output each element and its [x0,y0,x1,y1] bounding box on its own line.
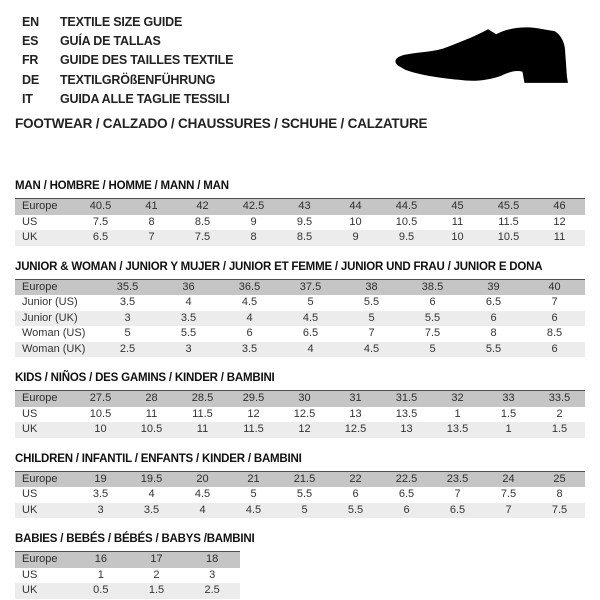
row-label: US [22,215,38,228]
size-value: 6.5 [485,296,502,309]
size-value: 11 [196,423,209,436]
size-value: 7 [148,231,155,244]
size-value: 13 [349,407,362,420]
size-value: 37.5 [299,280,322,293]
size-value: 3.5 [119,296,136,309]
language-title: TEXTILGRÖßENFÜHRUNG [60,72,216,87]
size-value: 13.5 [395,407,418,420]
size-value: 10 [451,231,464,244]
row-label: US [22,568,38,581]
size-value: 29.5 [242,392,265,405]
size-value: 6 [352,488,359,501]
row-label: Europe [22,392,58,405]
size-value: 6 [429,296,436,309]
size-value: 6 [490,311,497,324]
size-value: 3 [124,311,131,324]
size-value: 33 [502,392,515,405]
size-table-title: BABIES / BEBÉS / BÉBÉS / BABYS /BAMBINI [15,533,255,546]
language-code: ES [22,34,39,49]
size-value: 44 [349,200,362,213]
language-title: GUÍA DE TALLAS [60,34,161,49]
size-value: 5.5 [424,311,441,324]
size-value: 40.5 [89,200,112,213]
size-value: 3.5 [92,488,109,501]
language-code: EN [22,15,39,29]
size-table [15,198,585,246]
size-value: 3 [209,568,216,581]
size-value: 12 [553,215,566,228]
size-value: 18 [206,553,219,566]
row-label: UK [22,423,38,436]
size-value: 28 [145,392,158,405]
size-value: 4.5 [363,342,380,355]
size-value: 1 [97,568,104,581]
table-row [15,422,585,438]
size-value: 8 [148,215,155,228]
row-label: Europe [22,200,58,213]
size-value: 12 [298,423,311,436]
size-value: 5 [250,488,257,501]
size-value: 6 [551,311,558,324]
category-line: FOOTWEAR / CALZADO / CHAUSSURES / SCHUHE / CALZATURE [15,116,428,132]
row-label: UK [22,503,38,516]
language-title: GUIDA ALLE TAGLIE TESSILI [60,91,230,106]
size-value: 1 [505,423,512,436]
size-value: 3.5 [180,311,197,324]
size-table-section [15,532,585,599]
size-value: 44.5 [395,200,418,213]
row-label: UK [22,584,38,597]
size-value: 13 [400,423,413,436]
size-value: 5.5 [296,488,313,501]
size-value: 2.5 [204,584,220,597]
row-label: Europe [22,280,58,293]
table-row [15,552,240,568]
size-table-title: MAN / HOMBRE / HOMME / MANN / MAN [15,180,229,193]
size-value: 11.5 [192,407,213,420]
size-value: 4.5 [194,488,211,501]
size-value: 1 [454,407,461,420]
size-value: 21.5 [293,472,316,485]
table-row [15,230,585,246]
size-value: 39 [487,280,500,293]
size-value: 33.5 [548,392,571,405]
size-value: 7.5 [424,327,441,340]
size-value: 32 [451,392,464,405]
size-value: 10.5 [395,215,418,228]
row-label: UK [22,231,38,244]
language-code: DE [22,72,39,87]
size-value: 1.5 [551,423,568,436]
size-value: 9.5 [296,215,313,228]
size-table [15,279,585,358]
size-value: 5 [368,311,375,324]
size-value: 3.5 [143,503,160,516]
size-value: 12 [247,407,260,420]
size-value: 31 [349,392,362,405]
size-value: 16 [94,553,107,566]
table-row [15,279,585,295]
size-value: 19.5 [140,472,163,485]
size-value: 7 [505,503,512,516]
size-value: 45.5 [497,200,520,213]
size-value: 4.5 [245,503,262,516]
size-value: 3 [185,342,192,355]
size-value: 11 [553,231,566,244]
size-value: 24 [502,472,515,485]
language-code: FR [22,53,39,68]
size-value: 6.5 [398,488,415,501]
table-row [15,407,585,423]
size-value: 4 [199,503,206,516]
size-value: 42 [196,200,209,213]
size-value: 9 [352,231,359,244]
size-value: 7 [551,296,558,309]
size-table-section [15,371,585,438]
size-value: 6 [246,327,253,340]
size-value: 10.5 [140,423,163,436]
size-value: 43 [298,200,311,213]
size-value: 6.5 [92,231,109,244]
size-value: 11.5 [498,215,519,228]
size-value: 42.5 [242,200,265,213]
size-value: 35.5 [116,280,139,293]
size-value: 2 [556,407,563,420]
size-value: 6 [551,342,558,355]
row-label: Junior (UK) [22,311,78,324]
size-value: 4.5 [302,311,319,324]
size-value: 38.5 [421,280,444,293]
size-value: 8.5 [546,327,563,340]
table-row [15,342,585,358]
size-value: 28.5 [191,392,214,405]
row-label: Europe [22,553,58,566]
size-value: 17 [150,553,163,566]
size-value: 5 [307,296,314,309]
size-value: 30 [298,392,311,405]
size-value: 7.5 [500,488,517,501]
table-row [15,487,585,503]
size-value: 38 [365,280,378,293]
size-value: 23.5 [446,472,469,485]
table-row [15,583,240,599]
size-table-title: KIDS / NIÑOS / DES GAMINS / KINDER / BAMBINI [15,372,275,385]
size-value: 12.5 [293,407,316,420]
size-tables [15,179,585,599]
size-value: 5.5 [180,327,197,340]
size-value: 4.5 [241,296,258,309]
size-value: 27.5 [89,392,112,405]
size-value: 8.5 [296,231,313,244]
size-value: 2 [153,568,160,581]
size-value: 4 [307,342,314,355]
language-title: GUIDE DES TAILLES TEXTILE [60,53,234,68]
size-value: 1.5 [500,407,517,420]
size-value: 12.5 [344,423,367,436]
size-value: 20 [196,472,209,485]
size-value: 11 [145,407,158,420]
size-value: 7.5 [194,231,211,244]
size-value: 4 [246,311,253,324]
row-label: Junior (US) [22,296,78,309]
size-value: 3 [97,503,104,516]
size-value: 8.5 [194,215,211,228]
table-row [15,311,585,327]
size-value: 9 [250,215,257,228]
table-row [15,391,585,407]
size-value: 5 [124,327,131,340]
size-value: 10 [349,215,362,228]
size-table [15,551,240,599]
size-value: 7.5 [551,503,568,516]
size-value: 11 [451,215,464,228]
size-value: 2.5 [119,342,136,355]
table-row [15,568,240,584]
size-value: 36.5 [238,280,261,293]
table-row [15,295,585,311]
size-value: 22 [349,472,362,485]
row-label: Europe [22,472,58,485]
size-value: 36 [182,280,195,293]
size-value: 25 [553,472,566,485]
language-code: IT [22,91,33,106]
size-value: 10.5 [497,231,520,244]
language-title: TEXTILE SIZE GUIDE [60,15,183,29]
size-value: 8 [250,231,257,244]
size-value: 5 [301,503,308,516]
size-value: 5.5 [485,342,502,355]
language-row [15,90,585,109]
size-value: 7.5 [92,215,109,228]
size-value: 11.5 [243,423,264,436]
size-value: 13.5 [446,423,469,436]
size-table [15,471,585,519]
size-value: 5.5 [347,503,364,516]
size-value: 0.5 [93,584,109,597]
size-value: 9.5 [398,231,415,244]
size-value: 4 [185,296,192,309]
table-row [15,199,585,215]
table-row [15,503,585,519]
size-table-section [15,260,585,358]
size-value: 5.5 [363,296,380,309]
header [15,0,585,133]
row-label: US [22,488,38,501]
size-value: 21 [247,472,260,485]
row-label: Woman (US) [22,327,86,340]
row-label: US [22,407,38,420]
dress-shoe-icon [390,12,572,92]
size-value: 6.5 [302,327,319,340]
size-value: 4 [148,488,155,501]
size-value: 6 [403,503,410,516]
size-value: 22.5 [395,472,418,485]
size-value: 1.5 [148,584,165,597]
table-row [15,215,585,231]
size-table [15,390,585,438]
size-value: 45 [451,200,464,213]
size-value: 41 [145,200,158,213]
table-row [15,471,585,487]
size-table-title: CHILDREN / INFANTIL / ENFANTS / KINDER / BAMBINI [15,452,302,465]
size-value: 19 [94,472,107,485]
size-value: 40 [548,280,561,293]
row-label: Woman (UK) [22,342,86,355]
size-value: 6.5 [449,503,466,516]
size-value: 8 [556,488,563,501]
size-value: 10 [94,423,107,436]
size-value: 5 [429,342,436,355]
size-value: 3.5 [241,342,258,355]
size-value: 7 [454,488,461,501]
size-value: 31.5 [395,392,418,405]
size-value: 7 [368,327,375,340]
size-value: 46 [553,200,566,213]
size-table-title: JUNIOR & WOMAN / JUNIOR Y MUJER / JUNIOR ET FEMME / JUNIOR UND FRAU / JUNIOR E DONA [15,260,543,273]
table-row [15,326,585,342]
size-table-section [15,452,585,519]
size-value: 8 [490,327,497,340]
size-table-section [15,179,585,246]
size-value: 10.5 [89,407,112,420]
